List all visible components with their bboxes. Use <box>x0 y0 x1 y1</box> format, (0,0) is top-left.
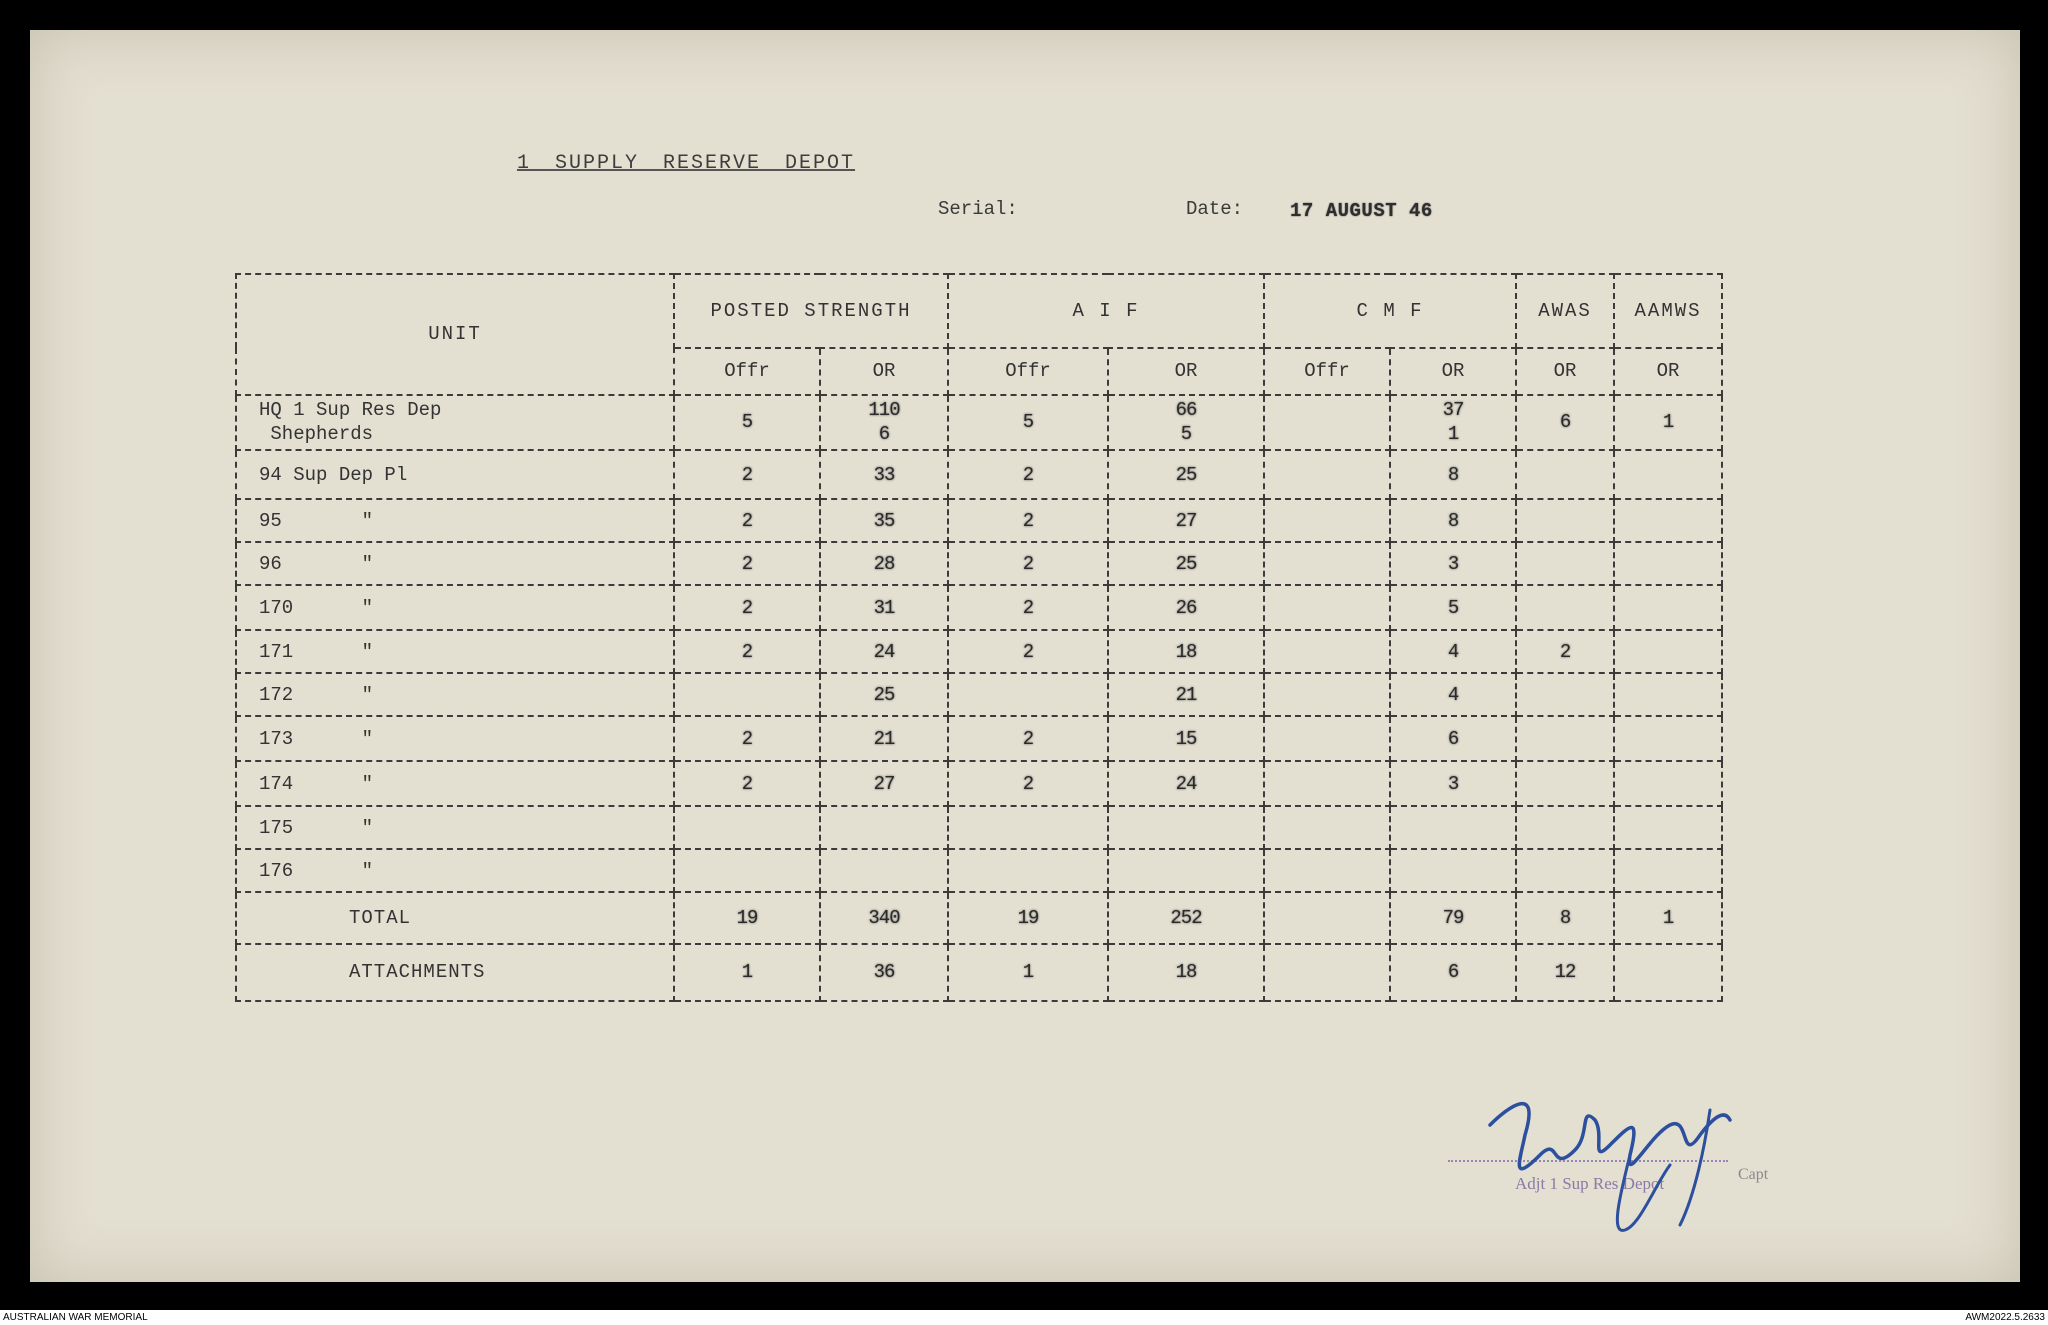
unit-cell: 173 " <box>236 716 674 761</box>
unit-cell: 95 " <box>236 499 674 542</box>
table-row <box>236 585 1722 630</box>
attachments-value-aif-offr: 1 <box>948 944 1108 1001</box>
value-cell-ps-or: 110 6 <box>820 395 948 450</box>
subheader-cell: Offr <box>674 348 820 395</box>
table-row <box>236 499 1722 542</box>
value-cell-ps-offr: 2 <box>674 716 820 761</box>
total-value-cmf-offr <box>1264 892 1390 943</box>
value-cell-cmf-offr <box>1264 806 1390 849</box>
value-cell-cmf-or: 8 <box>1390 499 1516 542</box>
attachments-value-ps-or: 36 <box>820 944 948 1001</box>
value-cell-cmf-or <box>1390 806 1516 849</box>
table-row <box>236 761 1722 806</box>
attachments-value-awas-or: 12 <box>1516 944 1614 1001</box>
total-value-aif-offr: 19 <box>948 892 1108 943</box>
value-cell-awas-or <box>1516 806 1614 849</box>
value-cell-cmf-offr <box>1264 673 1390 716</box>
total-label: TOTAL <box>236 892 674 943</box>
subheader-cell: OR <box>1108 348 1264 395</box>
strength-table <box>235 273 1723 1002</box>
value-cell-aif-or: 18 <box>1108 630 1264 673</box>
value-cell-aamws-or <box>1614 673 1722 716</box>
value-cell-aamws-or <box>1614 630 1722 673</box>
attachments-value-aif-or: 18 <box>1108 944 1264 1001</box>
total-value-ps-or: 340 <box>820 892 948 943</box>
unit-cell: 94 Sup Dep Pl <box>236 450 674 499</box>
subheader-cell: Offr <box>948 348 1108 395</box>
value-cell-ps-offr: 2 <box>674 450 820 499</box>
value-cell-cmf-offr <box>1264 542 1390 585</box>
attachments-value-cmf-offr <box>1264 944 1390 1001</box>
unit-cell: 96 " <box>236 542 674 585</box>
value-cell-ps-or: 25 <box>820 673 948 716</box>
value-cell-ps-offr: 5 <box>674 395 820 450</box>
value-cell-ps-or: 27 <box>820 761 948 806</box>
value-cell-aif-offr: 2 <box>948 542 1108 585</box>
total-value-cmf-or: 79 <box>1390 892 1516 943</box>
value-cell-awas-or <box>1516 585 1614 630</box>
subheader-cell: Offr <box>1264 348 1390 395</box>
aamws-header: AAMWS <box>1614 274 1722 348</box>
total-row <box>236 892 1722 943</box>
value-cell-cmf-offr <box>1264 849 1390 892</box>
table-row <box>236 630 1722 673</box>
value-cell-aamws-or <box>1614 806 1722 849</box>
footer-credit: AUSTRALIAN WAR MEMORIAL <box>3 1312 148 1323</box>
value-cell-ps-or <box>820 806 948 849</box>
value-cell-awas-or <box>1516 450 1614 499</box>
handwritten-signature <box>1480 1065 1740 1250</box>
unit-cell: HQ 1 Sup Res Dep Shepherds <box>236 395 674 450</box>
table-row <box>236 673 1722 716</box>
date-value: 17 AUGUST 46 <box>1290 200 1433 222</box>
value-cell-cmf-offr <box>1264 499 1390 542</box>
value-cell-cmf-or: 37 1 <box>1390 395 1516 450</box>
cmf-header: C M F <box>1264 274 1516 348</box>
value-cell-aamws-or <box>1614 450 1722 499</box>
value-cell-aif-offr <box>948 849 1108 892</box>
value-cell-cmf-offr <box>1264 761 1390 806</box>
serial-label: Serial: <box>938 198 1018 220</box>
value-cell-aif-offr: 2 <box>948 585 1108 630</box>
value-cell-aif-or: 25 <box>1108 450 1264 499</box>
value-cell-ps-or: 28 <box>820 542 948 585</box>
unit-header: UNIT <box>236 274 674 395</box>
subheader-cell: OR <box>1516 348 1614 395</box>
total-value-ps-offr: 19 <box>674 892 820 943</box>
value-cell-ps-offr <box>674 849 820 892</box>
unit-cell: 174 " <box>236 761 674 806</box>
value-cell-awas-or: 2 <box>1516 630 1614 673</box>
value-cell-aif-offr: 2 <box>948 499 1108 542</box>
total-value-aamws-or: 1 <box>1614 892 1722 943</box>
value-cell-cmf-or: 4 <box>1390 673 1516 716</box>
aif-header: A I F <box>948 274 1264 348</box>
table-row <box>236 806 1722 849</box>
awas-header: AWAS <box>1516 274 1614 348</box>
value-cell-ps-offr: 2 <box>674 761 820 806</box>
footer-accession: AWM2022.5.2633 <box>1965 1312 2045 1323</box>
value-cell-ps-offr <box>674 673 820 716</box>
value-cell-ps-offr: 2 <box>674 585 820 630</box>
value-cell-cmf-or: 3 <box>1390 761 1516 806</box>
attachments-row <box>236 944 1722 1001</box>
value-cell-cmf-or: 6 <box>1390 716 1516 761</box>
value-cell-aamws-or <box>1614 542 1722 585</box>
footer-bar <box>0 1310 2048 1325</box>
value-cell-ps-or: 31 <box>820 585 948 630</box>
value-cell-aamws-or <box>1614 499 1722 542</box>
value-cell-aif-or: 26 <box>1108 585 1264 630</box>
value-cell-aif-or: 27 <box>1108 499 1264 542</box>
value-cell-awas-or <box>1516 716 1614 761</box>
value-cell-cmf-or: 5 <box>1390 585 1516 630</box>
unit-cell: 171 " <box>236 630 674 673</box>
value-cell-aif-or: 21 <box>1108 673 1264 716</box>
value-cell-cmf-or: 4 <box>1390 630 1516 673</box>
value-cell-aif-offr: 2 <box>948 716 1108 761</box>
attachments-label: ATTACHMENTS <box>236 944 674 1001</box>
value-cell-aamws-or <box>1614 761 1722 806</box>
value-cell-ps-offr: 2 <box>674 499 820 542</box>
total-value-aif-or: 252 <box>1108 892 1264 943</box>
table-row <box>236 450 1722 499</box>
value-cell-ps-or: 21 <box>820 716 948 761</box>
adjutant-stamp: Adjt 1 Sup Res Depot <box>1515 1174 1665 1193</box>
unit-cell: 175 " <box>236 806 674 849</box>
attachments-value-cmf-or: 6 <box>1390 944 1516 1001</box>
value-cell-awas-or <box>1516 673 1614 716</box>
value-cell-ps-offr: 2 <box>674 630 820 673</box>
value-cell-cmf-offr <box>1264 450 1390 499</box>
value-cell-aif-or <box>1108 849 1264 892</box>
value-cell-cmf-or: 8 <box>1390 450 1516 499</box>
value-cell-aamws-or <box>1614 716 1722 761</box>
value-cell-ps-or: 33 <box>820 450 948 499</box>
value-cell-awas-or: 6 <box>1516 395 1614 450</box>
value-cell-aamws-or <box>1614 849 1722 892</box>
value-cell-cmf-offr <box>1264 716 1390 761</box>
value-cell-aif-offr: 2 <box>948 761 1108 806</box>
table-body <box>236 395 1722 1001</box>
attachments-value-ps-offr: 1 <box>674 944 820 1001</box>
table-row <box>236 395 1722 450</box>
total-value-awas-or: 8 <box>1516 892 1614 943</box>
rank-text: Capt <box>1738 1166 1769 1183</box>
value-cell-awas-or <box>1516 849 1614 892</box>
value-cell-aif-offr <box>948 806 1108 849</box>
value-cell-aif-offr: 5 <box>948 395 1108 450</box>
value-cell-awas-or <box>1516 542 1614 585</box>
attachments-value-aamws-or <box>1614 944 1722 1001</box>
value-cell-aif-offr: 2 <box>948 450 1108 499</box>
value-cell-aif-or: 66 5 <box>1108 395 1264 450</box>
value-cell-aif-offr <box>948 673 1108 716</box>
table-row <box>236 849 1722 892</box>
value-cell-cmf-or: 3 <box>1390 542 1516 585</box>
document-title: 1 SUPPLY RESERVE DEPOT <box>517 152 856 175</box>
table-row <box>236 716 1722 761</box>
value-cell-ps-offr <box>674 806 820 849</box>
value-cell-aif-or: 24 <box>1108 761 1264 806</box>
subheader-cell: OR <box>1614 348 1722 395</box>
subheader-cell: OR <box>1390 348 1516 395</box>
value-cell-cmf-or <box>1390 849 1516 892</box>
value-cell-aamws-or: 1 <box>1614 395 1722 450</box>
value-cell-cmf-offr <box>1264 630 1390 673</box>
value-cell-aif-or: 25 <box>1108 542 1264 585</box>
date-label: Date: <box>1186 198 1244 220</box>
unit-cell: 176 " <box>236 849 674 892</box>
value-cell-ps-offr: 2 <box>674 542 820 585</box>
value-cell-cmf-offr <box>1264 395 1390 450</box>
unit-cell: 170 " <box>236 585 674 630</box>
value-cell-cmf-offr <box>1264 585 1390 630</box>
value-cell-ps-or: 35 <box>820 499 948 542</box>
value-cell-aamws-or <box>1614 585 1722 630</box>
value-cell-aif-or <box>1108 806 1264 849</box>
unit-cell: 172 " <box>236 673 674 716</box>
value-cell-awas-or <box>1516 499 1614 542</box>
value-cell-aif-offr: 2 <box>948 630 1108 673</box>
posted-strength-header: POSTED STRENGTH <box>674 274 948 348</box>
value-cell-awas-or <box>1516 761 1614 806</box>
subheader-cell: OR <box>820 348 948 395</box>
value-cell-ps-or <box>820 849 948 892</box>
value-cell-ps-or: 24 <box>820 630 948 673</box>
table-row <box>236 542 1722 585</box>
value-cell-aif-or: 15 <box>1108 716 1264 761</box>
